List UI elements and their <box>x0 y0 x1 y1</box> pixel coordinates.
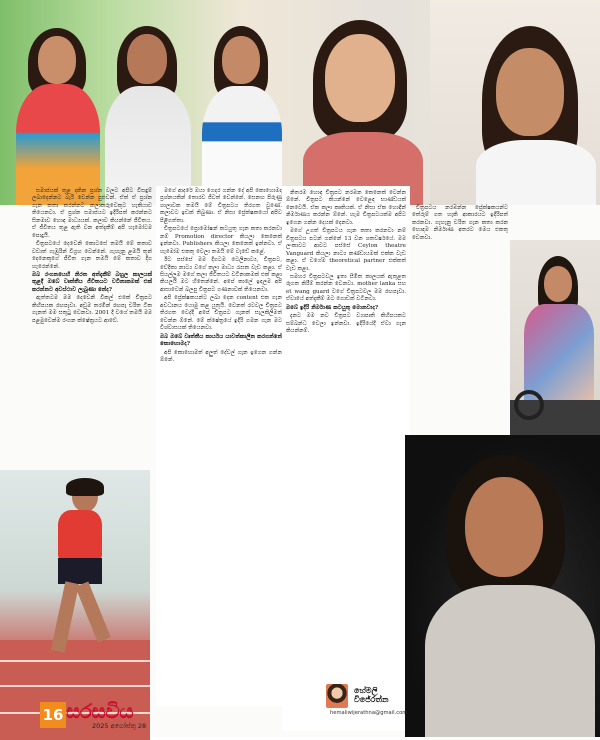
actress-photo-1 <box>10 22 102 205</box>
author-avatar <box>326 684 348 708</box>
actress-running-photo <box>0 470 150 737</box>
actress-photo-2 <box>95 22 195 205</box>
paragraph: චිත්‍රපටය නරඹන්න ප්‍රේක්ෂකයන්ට තේරුම් ගත හැකි ආකාරයට ඉදිරිපත් කරනවා. ගැහැනු චරිත ගැන කතා කරන හොඳම නිර්මාණ අතරට මෙය එකතු වෙනවා. <box>412 205 508 241</box>
paragraph: චිත්‍රපටයේ ප්‍රොමෝෂන් කටයුතු ගැන කතා කරනවා නම් Promotion director කියලා කෙනෙක් ඉන්නවා. Publishers කියලා කෙනෙක් ඉන්නවා. ඒ හැමෝම එකතු වෙලා තමයි මේ වැඩේ කළේ. <box>160 226 282 255</box>
actress-portrait-smiling <box>285 14 435 205</box>
paragraph: ඇත්තටම මම දෙවෙනි විකල් එකේ චිත්‍රපට කිහිපයක රඟපෑවා. අඩුම තරමින් රඟපෑ චරිත ටික ගැනත් මම සතුටු වෙනවා. 2001 දී වගේ තමයි මම පළමුවෙන්ම රංගන ක්ෂේත්‍රයට ආවේ. <box>32 295 152 324</box>
actress-saree-photo <box>510 240 600 440</box>
actress-portrait-serious <box>430 0 600 205</box>
paragraph: දැනට මම නව චිත්‍රපට ව්‍යාපෘති කිහිපයකට සම්බන්ධ වෙලා ඉන්නවා. ඉදිරියේදී ඒවා ගැන කියන්නම්. <box>286 313 406 335</box>
paragraph: නිතරම හොඳ චිත්‍රපට නරඹන කෙනෙක් වෙන්න ඕනේ. චිත්‍රපට කියන්නේ වෙළෙඳ භාණ්ඩයක් නෙවෙයි. ඒක කලා කෘතියක්. ඒ නිසා ඒක හොඳින් නිර්මාණය කරන්න ඕනේ. හැම චිත්‍රපටයක්ම අපිට ඉගෙන ගන්න දෙයක් දෙනවා. <box>286 190 406 226</box>
page-number: 16 <box>40 702 66 728</box>
interview-question: ඔබ රංගනයෙහි නිරත අත්දැකීම් බහුල කාලයක් තුළදී ඔබේ වෘත්තීය ජීවිතයට වටිනාකමක් එක් කරන්නට අවස්ථාව ලැබුණා නේද? <box>32 271 152 293</box>
paragraph: මගේ උගත් චිත්‍රපටය ගැන කතා කරනවා නම් චිත්‍රපටය පටන් ගන්නේ 13 වන ශතවර්ෂයේ. මම ලංකාවට ආවට පස්සේ Ceylon theatre Vanguard කියලා නාට්‍ය කණ්ඩායමක් එක්ක වැඩ කළා. ඒ වගේම theoretical partner එක්කත් වැඩ කළා. <box>286 228 406 272</box>
paragraph: චිත්‍රපටයේ දෙවෙනි කොටසේ තමයි මේ කතාව වඩාත් ගැඹුරින් විග්‍රහ වෙන්නේ. ගැහැනු ළමයි තුන් දෙනෙකුගේ ජීවිත ගැන තමයි මේ කතාව දිග හැරෙන්නේ. <box>32 241 152 270</box>
paragraph: අපි කොහොමත් අලුත් දේවල් ගැන ඉගෙන ගන්න ඕනේ. <box>160 349 282 363</box>
paragraph: අපි ප්‍රේක්ෂකයන්ට ලබා දෙන content එක ගැන අවධානය යොමු කළ යුතුයි. වෙනත් රටවල චිත්‍රපට තිරගත වෙද්දී අපේ චිත්‍රපට ගැනත් සැලකිලිමත් වෙන්න ඕනේ. මේ ක්ෂේත්‍රයේ ඉදිරි ගමන ගැන මට විශ්වාසයක් තියෙනවා. <box>160 295 282 332</box>
text-column-1 <box>32 188 152 483</box>
paragraph: ඊට පස්සේ මම දිගටම ටෙලිනාට්‍ය, චිත්‍රපට, වේදිකා නාට්‍ය වගේ කලා මාධ්‍ය රැසක වැඩ කළා. ඒ සියල්ලම මගේ කලා ජීවිතයට වටිනාකමක් එක් කළා කියලයි මට හිතෙන්නේ. අපේ කාලේ ඉඳලම අපි ආසාවෙන් බලපු චිත්‍රපට ගණනාවක් තියෙනවා. <box>160 257 282 293</box>
actress-photo-3 <box>190 26 290 205</box>
author-email: hemaliwijerathna@gmail.com <box>330 710 408 716</box>
interview-question: ඔබේ ඉදිරි නිර්මාණ කටයුතු මොනවාද? <box>286 304 379 311</box>
magazine-title: සරසවිය <box>66 699 134 723</box>
header-photo-band <box>0 0 600 205</box>
paragraph: මගේ ආදරේ ඔයා ගෙදර ගන්න දේ අපි කොහොමද ප්‍රශ්නයකින් තොරව ජීවත් වෙන්නේ. සෙනඟ පිරුණු ශාලාවක තමයි මේ චිත්‍රපටය තිරගත වුණේ. කලාවට ඉඩක් තිබුණා. ඒ නිසා ප්‍රේක්ෂකයෝ අපිව පිළිගත්තා. <box>160 188 282 224</box>
paragraph: සමාජයක් තුළ දකින ප්‍රශ්න වලට අපිට විසඳුම් ලබාදෙන්නට බැරි වෙන්න පුළුවන්. ඒත් ඒ ප්‍රශ්න ගැන කතා කරන්නට කලාකරුවෙකුට හැකියාව තියෙනවා. ඒ ප්‍රශ්න සමාජයට ඉදිරිපත් කරන්නට සිනමාව හොඳ මාධ්‍යයක්. කලාව කියන්නේ ජීවිතය. ඒ ජීවිතය තුළ ඇති වන අත්දැකීම් අපි හැමෝටම පොදුයි. <box>32 188 152 239</box>
actress-portrait-dark <box>405 435 600 737</box>
issue-date: 2025 අගෝස්තු 28 <box>92 722 147 730</box>
paragraph: සමහර චිත්‍රපටවල ඉතා සීමිත කාලයක් ඇතුළත රූගත කිරීම් කරන්න වෙනවා. mother lanka සහ et wang guard වගේ චිත්‍රපටවල මම රඟපෑවා. ඒවායේ අත්දැකීම් මට ගොඩක් වටිනවා. <box>286 273 406 303</box>
interview-question: ඔබ ඔබේ වෘත්තීය කාර්යය යාවත්කාලීන කරගන්නේ කොහොමද? <box>160 333 282 348</box>
text-column-2 <box>160 188 282 693</box>
text-column-3 <box>286 190 406 680</box>
author-name: හේමලි විජේරත්න <box>354 686 389 704</box>
text-column-4 <box>412 205 508 241</box>
